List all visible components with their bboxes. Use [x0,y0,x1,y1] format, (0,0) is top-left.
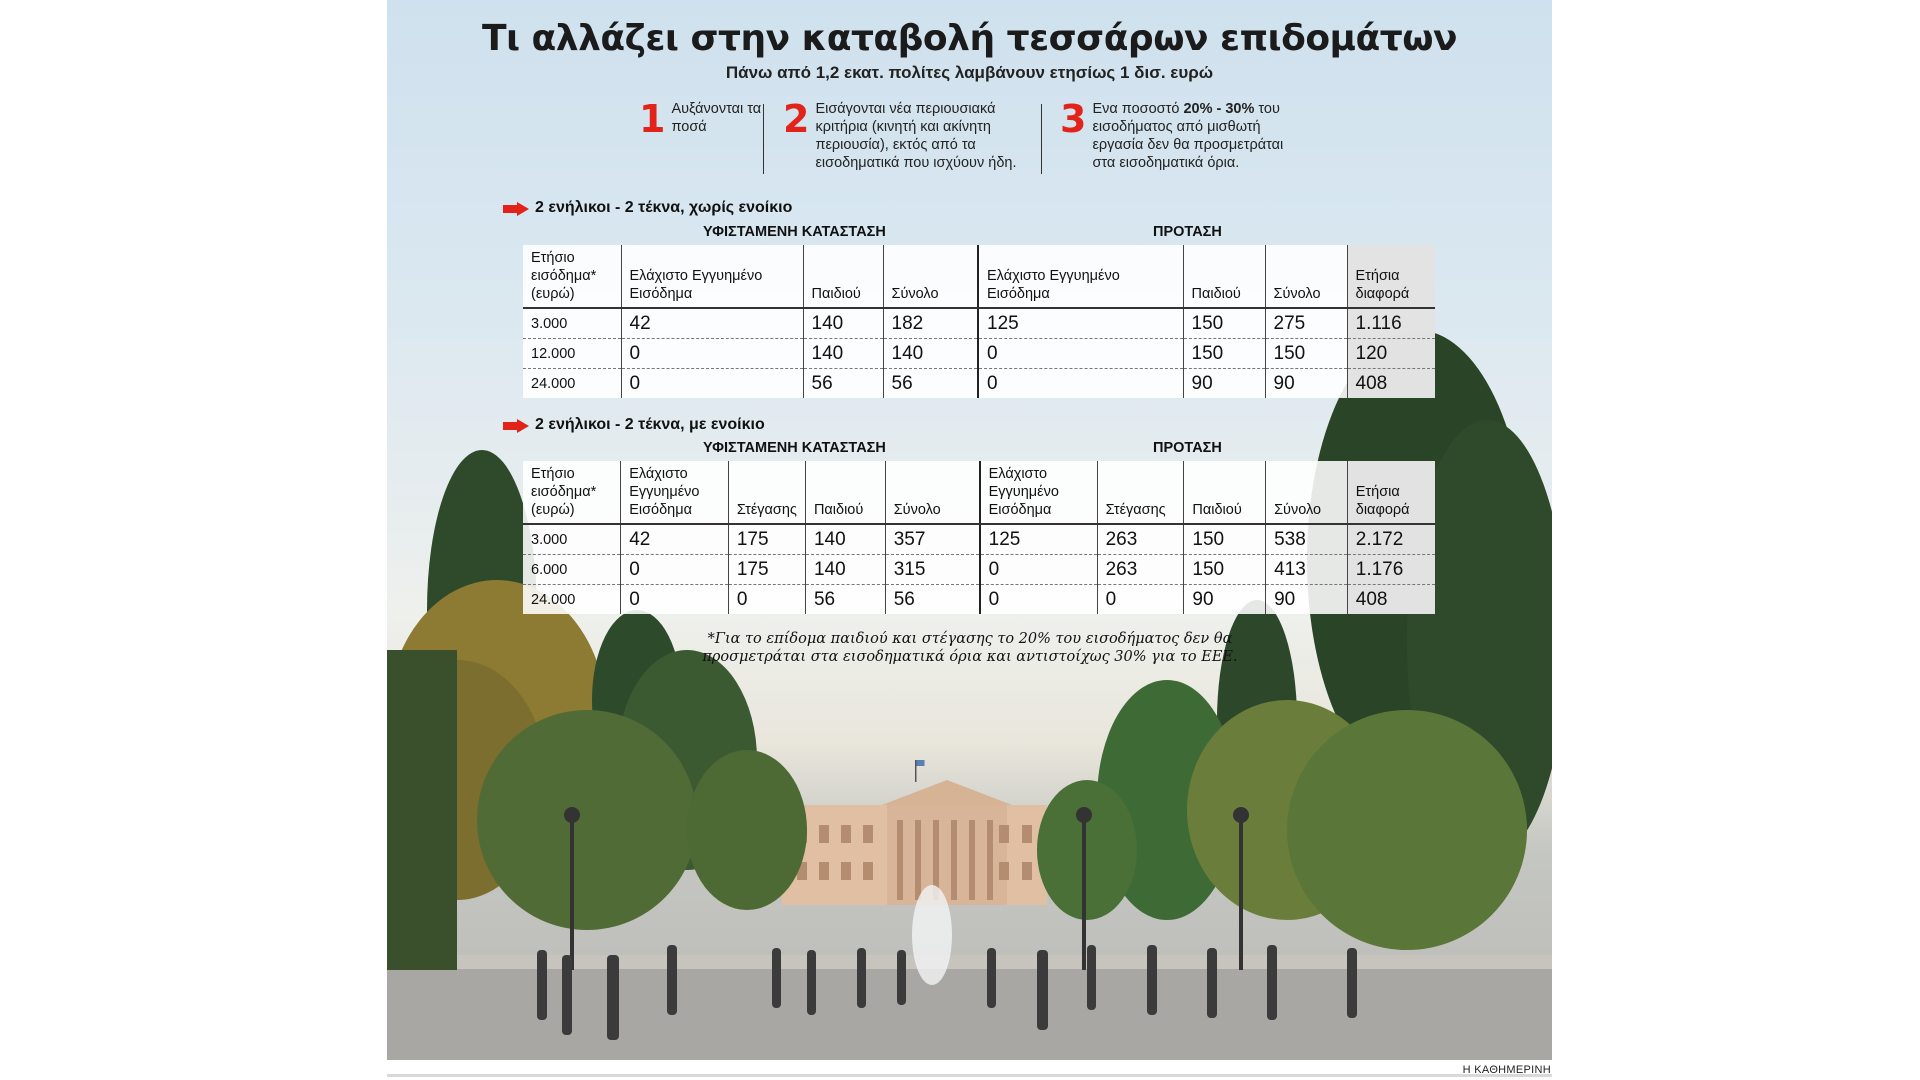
table-cell: 275 [1265,308,1347,339]
table-cell: 42 [621,524,729,555]
table-cell: 140 [883,339,978,369]
table-cell: 0 [728,585,805,615]
group-label-current: ΥΦΙΣΤΑΜΕΝΗ ΚΑΤΑΣΤΑΣΗ [703,440,886,456]
table-cell: 408 [1347,369,1435,399]
table-cell: 140 [805,524,885,555]
table-row [523,369,1435,399]
table-cell: 263 [1097,555,1184,585]
point-text-part: Ενα ποσοστό [1092,101,1184,117]
table-cell: 413 [1266,555,1348,585]
table-cell: 125 [978,308,1183,339]
divider [387,1074,1552,1077]
table-cell: 0 [980,585,1097,615]
col-header: Ετήσιο εισόδημα* (ευρώ) [523,245,621,308]
table-cell: 90 [1266,585,1348,615]
point-text [1092,100,1307,172]
table-cell: 3.000 [523,524,621,555]
table-cell: 42 [621,308,803,339]
col-header: Σύνολο [1266,461,1348,524]
table-row [523,555,1435,585]
col-header: Ελάχιστο Εγγυημένο Εισόδημα [978,245,1183,308]
table-row [523,339,1435,369]
section-title-text: 2 ενήλικοι - 2 τέκνα, με ενοίκιο [535,416,765,433]
table-cell: 90 [1184,585,1266,615]
table-cell: 2.172 [1347,524,1435,555]
table-cell: 150 [1184,555,1266,585]
section-title-with-rent [503,416,765,434]
col-header: Ελάχιστο Εγγυημένο Εισόδημα [980,461,1097,524]
table-header-row [523,245,1435,308]
table-header-row [523,461,1435,524]
table-cell: 0 [1097,585,1184,615]
table-cell: 140 [803,308,883,339]
table-cell: 1.116 [1347,308,1435,339]
table-cell: 0 [980,555,1097,585]
col-header: Παιδιού [1184,461,1266,524]
table-cell: 1.176 [1347,555,1435,585]
table-cell: 140 [805,555,885,585]
table-cell: 150 [1265,339,1347,369]
point-number: 3 [1060,97,1087,141]
table-cell: 90 [1183,369,1265,399]
divider [763,104,764,174]
col-header: Σύνολο [883,245,978,308]
table-cell: 56 [805,585,885,615]
page-title: Τι αλλάζει στην καταβολή τεσσάρων επιδομάτων [481,18,1458,59]
col-header: Στέγασης [1097,461,1184,524]
table-cell: 150 [1184,524,1266,555]
divider [1041,104,1042,174]
source-credit: Η ΚΑΘΗΜΕΡΙΝΗ [1462,1064,1551,1076]
group-label-proposal: ΠΡΟΤΑΣΗ [1153,224,1222,240]
key-point-2 [783,97,1020,172]
page-subtitle: Πάνω από 1,2 εκατ. πολίτες λαμβάνουν ετησίως 1 δισ. ευρώ [725,63,1214,82]
point-text: Αυξάνονται τα ποσά [671,101,762,135]
table-row [523,524,1435,555]
table-cell: 24.000 [531,375,576,392]
point-number: 2 [783,97,810,141]
col-header: Παιδιού [805,461,885,524]
key-point-1 [639,97,762,141]
key-point-3 [1060,97,1307,172]
red-arrow-icon [503,419,529,431]
table-cell: 120 [1347,339,1435,369]
section-title-no-rent [503,199,792,217]
table-cell: 0 [621,585,729,615]
table-cell: 182 [883,308,978,339]
col-header: Στέγασης [728,461,805,524]
col-header: Ελάχιστο Εγγυημένο Εισόδημα [621,461,729,524]
point-text-part: του εισοδήματος από μισθωτή εργασία δεν θα προσμετράται στα εισοδηματικά όρια. [1092,101,1284,171]
group-label-current: ΥΦΙΣΤΑΜΕΝΗ ΚΑΤΑΣΤΑΣΗ [703,224,886,240]
table-cell: 56 [883,369,978,399]
col-header: Ελάχιστο Εγγυημένο Εισόδημα [621,245,803,308]
col-header: Παιδιού [1183,245,1265,308]
table-cell: 56 [803,369,883,399]
table-cell: 24.000 [531,591,576,608]
table-cell: 175 [728,524,805,555]
table-row [523,585,1435,615]
col-header: Σύνολο [1265,245,1347,308]
table-cell: 0 [621,555,729,585]
section-title-text: 2 ενήλικοι - 2 τέκνα, χωρίς ενοίκιο [535,199,793,216]
table-with-rent [523,461,1435,614]
table-cell: 0 [978,339,1183,369]
table-cell: 408 [1347,585,1435,615]
point-text-highlight: 20% - 30% [1183,101,1255,117]
table-row [523,308,1435,339]
table-cell: 538 [1266,524,1348,555]
table-no-rent [523,245,1435,398]
table-cell: 263 [1097,524,1184,555]
table-cell: 3.000 [523,308,621,339]
table-cell: 90 [1265,369,1347,399]
point-text: Εισάγονται νέα περιουσιακά κριτήρια (κινητή και ακίνητη περιουσία), εκτός από τα εισοδηματικά που ισχύουν ήδη. [815,101,1017,171]
footnote: *Για το επίδομα παιδιού και στέγασης το 20% του εισοδήματος δεν θα προσμετράται στα εισοδηματικά όρια και αντιστοίχως 30% για το ΕΕΕ. [702,631,1238,665]
col-header: Ετήσια διαφορά [1347,245,1435,308]
col-header: Ετήσια διαφορά [1347,461,1435,524]
table-cell: 0 [978,369,1183,399]
table-cell: 0 [621,339,803,369]
table-cell: 150 [1183,308,1265,339]
table-cell: 56 [885,585,979,615]
table-cell: 315 [885,555,979,585]
table-cell: 0 [621,369,803,399]
col-header: Ετήσιο εισόδημα* (ευρώ) [523,461,621,524]
table-cell: 6.000 [523,555,621,585]
table-cell: 357 [885,524,979,555]
table-cell: 12.000 [523,339,621,369]
col-header: Σύνολο [885,461,979,524]
table-cell: 150 [1183,339,1265,369]
table-cell: 175 [728,555,805,585]
table-cell: 125 [980,524,1097,555]
table-cell: 140 [803,339,883,369]
point-number: 1 [639,97,666,141]
red-arrow-icon [503,202,529,214]
col-header: Παιδιού [803,245,883,308]
group-label-proposal: ΠΡΟΤΑΣΗ [1153,440,1222,456]
